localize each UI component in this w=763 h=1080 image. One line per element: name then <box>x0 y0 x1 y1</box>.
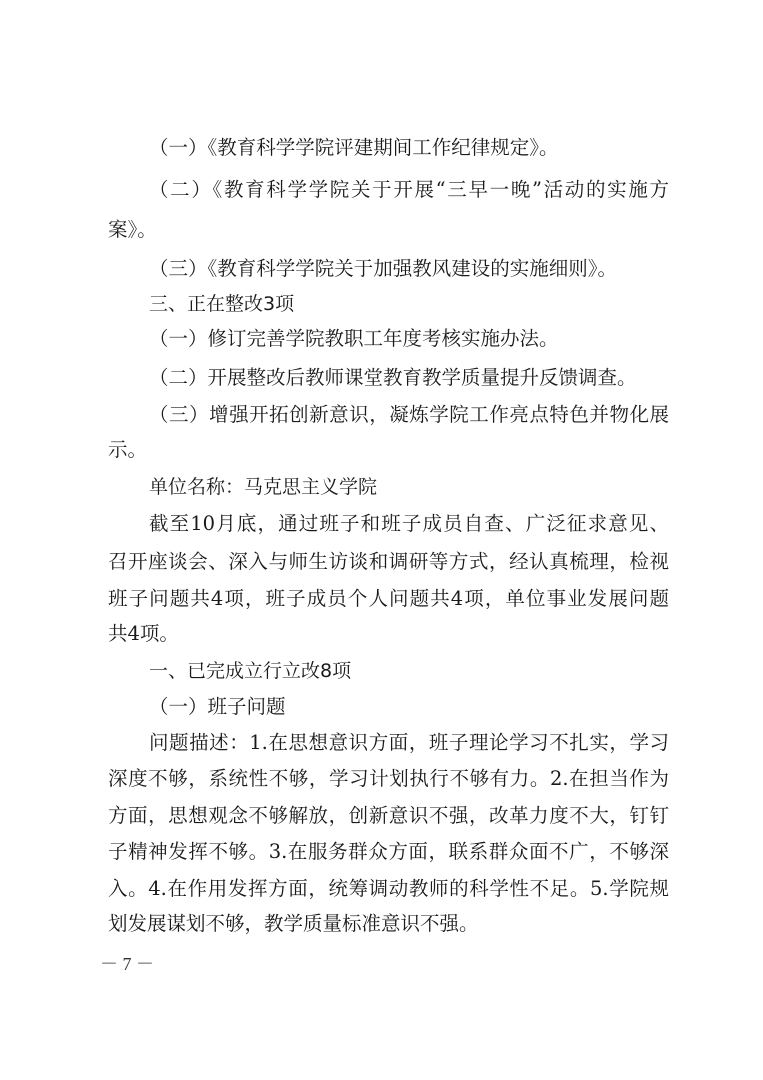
summary-paragraph-line-4: 共4项。 <box>108 622 179 645</box>
unit-name-heading: 单位名称：马克思主义学院 <box>149 476 378 498</box>
problem-description-line-3: 方面，思想观念不够解放，创新意识不强，改革力度不大，钉钉 <box>108 804 669 827</box>
list-item-rectify-3: （三）增强开拓创新意识，凝炼学院工作亮点特色并物化展 <box>149 403 669 426</box>
list-item-rectify-1: （一）修订完善学院教职工年度考核实施办法。 <box>149 327 559 350</box>
list-item-rectify-3-continued: 示。 <box>108 438 148 461</box>
list-item-rectify-2: （二）开展整改后教师课堂教育教学质量提升反馈调查。 <box>149 366 637 389</box>
problem-description-line-2: 深度不够，系统性不够，学习计划执行不够有力。2.在担当作为 <box>108 767 669 790</box>
summary-paragraph-line-1: 截至10月底，通过班子和班子成员自查、广泛征求意见、 <box>149 512 669 535</box>
list-item-rule-3: （三）《教育科学学院关于加强教风建设的实施细则》。 <box>149 257 618 280</box>
problem-description-line-4: 子精神发挥不够。3.在服务群众方面，联系群众面不广，不够深 <box>108 840 669 863</box>
list-item-rule-1: （一）《教育科学学院评建期间工作纪律规定》。 <box>149 136 559 159</box>
summary-paragraph-line-2: 召开座谈会、深入与师生访谈和调研等方式，经认真梳理，检视 <box>108 550 669 573</box>
problem-description-line-6: 划发展谋划不够，教学质量标准意识不强。 <box>108 912 479 935</box>
subsection-heading-team-problems: （一）班子问题 <box>149 695 286 718</box>
list-item-rule-2: （二）《教育科学学院关于开展“三早一晚”活动的实施方 <box>149 178 669 201</box>
summary-paragraph-line-3: 班子问题共4项，班子成员个人问题共4项，单位事业发展问题 <box>108 587 669 610</box>
problem-description-line-5: 入。4.在作用发挥方面，统筹调动教师的科学性不足。5.学院规 <box>108 877 669 900</box>
section-heading-in-progress: 三、正在整改3项 <box>149 293 295 315</box>
section-heading-completed: 一、已完成立行立改8项 <box>149 660 352 682</box>
problem-description-line-1: 问题描述：1.在思想意识方面，班子理论学习不扎实，学习 <box>149 731 669 754</box>
page-number: － 7 － <box>100 954 154 974</box>
list-item-rule-2-continued: 案》。 <box>108 218 157 241</box>
